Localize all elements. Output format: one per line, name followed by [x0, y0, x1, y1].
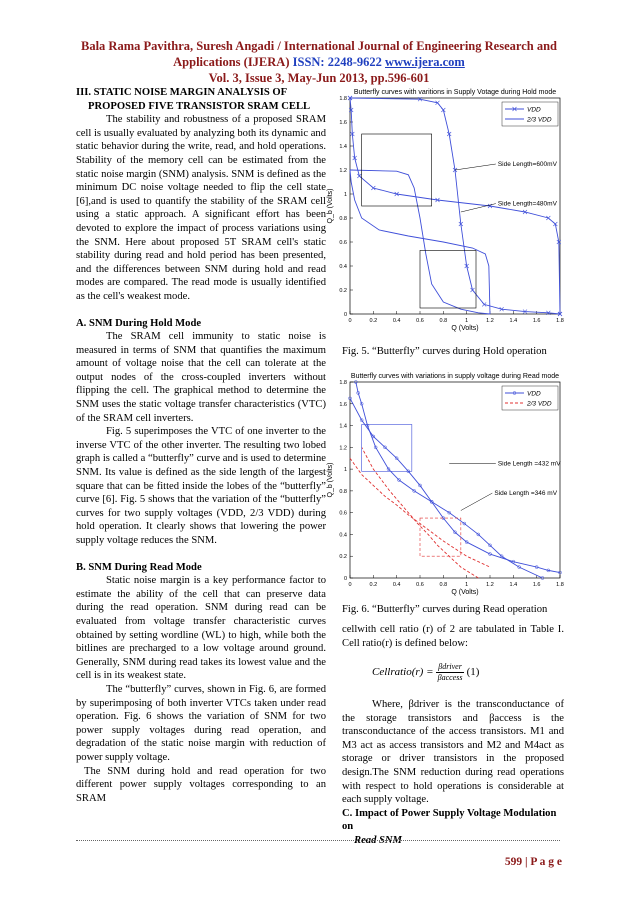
x-tick-label: 1.8: [556, 318, 564, 324]
figure-6-caption: Fig. 6. “Butterfly” curves during Read operation: [342, 604, 548, 615]
journal-link[interactable]: www.ijera.com: [385, 55, 465, 69]
y-tick-label: 1: [343, 192, 347, 198]
y-tick-label: 0.8: [339, 488, 347, 495]
x-tick-label: 1.2: [486, 318, 494, 324]
equation-numerator: βdriver: [438, 662, 462, 671]
y-axis-label: Q_b (Volts): [327, 188, 334, 224]
x-tick-label: 1.6: [532, 318, 541, 324]
right-column-bottom: [342, 698, 564, 848]
x-tick-label: 1.6: [532, 582, 541, 588]
journal-header-line3: Vol. 3, Issue 3, May-Jun 2013, pp.596-601: [208, 71, 430, 85]
paragraph: The SNM during hold and read operation for two different power supply voltages corresponding to an SRAM: [76, 765, 326, 804]
x-tick-label: 0.2: [369, 318, 378, 324]
plot-area: [350, 382, 560, 578]
section-heading-2: PROPOSED FIVE TRANSISTOR SRAM CELL: [88, 100, 311, 112]
legend-label: 2/3 VDD: [527, 116, 552, 124]
equation-number: (1): [466, 666, 480, 679]
figure-5-caption: Fig. 5. “Butterfly” curves during Hold operation: [342, 346, 547, 357]
paragraph: cellwith cell ratio (r) of 2 are tabulated in Table I. Cell ratio(r) is defined below:: [342, 624, 564, 649]
subsection-heading-c-2: Read SNM: [354, 834, 402, 846]
paragraph: The SRAM cell immunity to static noise is measured in terms of SNM that quantifies the maximum amount of voltage noise that the cell can tolerate at the output nodes of the cross-coupled inverters without flipping the cell. The graphical method to determine the SNM uses the static voltage transfer characteristics (VTC) of the SRAM cell inverters.: [76, 331, 326, 424]
x-tick-label: 0.4: [392, 318, 401, 324]
journal-header-line1: Bala Rama Pavithra, Suresh Angadi / International Journal of Engineering Research and: [81, 39, 557, 53]
chart-title: Butterfly curves with variations in supply voltage during Read mode: [350, 373, 560, 380]
subsection-heading-b: B. SNM During Read Mode: [76, 561, 202, 573]
x-tick-label: 1.4: [509, 318, 518, 324]
y-tick-label: 1.4: [339, 144, 347, 150]
subsection-heading-c: C. Impact of Power Supply Voltage Modulation on: [342, 807, 557, 833]
equation-fraction: [436, 662, 464, 683]
journal-header-line2: [0, 54, 638, 70]
x-tick-label: 0.8: [439, 582, 448, 588]
section-heading: III. STATIC NOISE MARGIN ANALYSIS OF: [76, 87, 288, 98]
x-axis-label: Q (Volts): [451, 589, 479, 596]
annotation-label: Side Length =432 mV: [497, 460, 561, 468]
y-tick-label: 1.6: [339, 120, 347, 126]
legend-label: VDD: [527, 106, 541, 114]
legend-label: VDD: [527, 390, 541, 398]
x-tick-label: 1.8: [556, 582, 564, 588]
paragraph: The stability and robustness of a proposed SRAM cell is usually evaluated by analyzing both its dynamic and static behavior during the write, read, and hold operations. Stability of the memory cell can be estimated from the static noise margin (SNM) analysis. SNM is defined as the minimum DC noise voltage needed to flip the cell state [6],and is used to quantify the stability of the SRAM cell using a static approach. A significant effort has been devoted to explore the impact of process variations using the SNM. Here about proposed 5T SRAM cell's static stability during read and hold period has been presented, and the differences between SNM during hold and read modes are compared. The read mode is usually identified as the cell's weakest mode.: [76, 114, 326, 302]
page-number: 599 | P a g e: [504, 856, 562, 868]
equation-1: [372, 662, 479, 683]
y-tick-label: 0: [343, 312, 347, 318]
y-tick-label: 1.2: [339, 168, 347, 174]
x-tick-label: 1: [465, 582, 469, 588]
paragraph: The “butterfly” curves, shown in Fig. 6, are formed by superimposing of both inverter VTCs taken under read operation. Fig. 6 shows the variation of SNM for two power supply voltages during read operation, and degradation of the static noise margin with reduction of power supply voltage.: [76, 683, 326, 763]
y-tick-label: 0.6: [339, 510, 347, 517]
annotation-label: Side Length=600mV: [497, 161, 557, 168]
right-column-top: [342, 623, 564, 650]
y-tick-label: 0.6: [339, 240, 347, 246]
y-tick-label: 0.8: [339, 216, 347, 222]
y-tick-label: 0: [343, 576, 347, 582]
y-tick-label: 1.8: [339, 380, 347, 386]
paragraph: Static noise margin is a key performance factor to estimate the ability of the cell that can preserve data during the read operation. SNM during read can be evaluated from voltage transfer characteristic curves obtained by setting wordline (WL) to high, while both the bitlines are precharged to a low voltage around ground. Generally, SNM during read takes its lowest value and the cell is in its weakest state.: [76, 575, 326, 682]
x-axis-label: Q (Volts): [451, 325, 479, 332]
legend-label: 2/3 VDD: [527, 400, 552, 408]
annotation-label: Side Length=480mV: [497, 200, 557, 208]
subsection-heading-a: A. SNM During Hold Mode: [76, 317, 202, 329]
left-column: [76, 86, 326, 805]
y-tick-label: 1.6: [339, 401, 347, 408]
x-tick-label: 0.6: [416, 582, 424, 588]
issn: ISSN: 2248-9622: [292, 55, 382, 69]
y-tick-label: 1.8: [339, 96, 347, 102]
y-axis-label: Q_b (Volts): [327, 462, 334, 498]
x-tick-label: 0: [348, 318, 352, 324]
x-tick-label: 1: [465, 318, 469, 324]
x-tick-label: 1.4: [509, 582, 518, 588]
figure-5-chart: [328, 86, 566, 340]
y-tick-label: 1.2: [339, 445, 347, 452]
x-tick-label: 0: [348, 582, 352, 588]
equation-lhs: Cellratio(r) =: [372, 666, 434, 679]
y-tick-label: 0.4: [339, 532, 347, 539]
figure-6-chart: [328, 370, 566, 602]
x-tick-label: 1.2: [486, 582, 494, 588]
annotation-label: Side Length =346 mV: [494, 490, 558, 498]
equation-denominator: βaccess: [437, 673, 463, 682]
y-tick-label: 1: [343, 467, 347, 474]
x-tick-label: 0.4: [392, 582, 401, 588]
x-tick-label: 0.8: [439, 318, 448, 324]
y-tick-label: 0.2: [339, 288, 347, 294]
y-tick-label: 0.4: [339, 264, 347, 270]
paragraph: Where, βdriver is the transconductance of the storage transistors and βaccess is the transconductance of the access transistors. M1 and M3 act as access transistors and M2 and M4act as storage or driver transistors in the proposed design.The SNM reduction during read operations with respect to hold operations is considerable at each supply voltage.: [342, 699, 564, 806]
x-tick-label: 0.2: [369, 582, 378, 588]
journal-name: Applications (IJERA): [173, 55, 290, 69]
paragraph: Fig. 5 superimposes the VTC of one inverter to the inverse VTC of the other inverter. The resulting two lobed graph is called a “butterfly” curve and is used to determine SNM. Its value is defined as the side length of the largest square that can be fitted inside the lobes of the “butterfly” curve [6]. Fig. 5 shows that the variation of the “butterfly” curves for two supply voltages (VDD, 2/3 VDD) during hold operation. It clearly shows that lowering the power supply voltage reduces the SNM.: [76, 426, 326, 546]
y-tick-label: 0.2: [339, 554, 347, 561]
x-tick-label: 0.6: [416, 318, 424, 324]
y-tick-label: 1.4: [339, 423, 347, 430]
footer-divider: [76, 840, 560, 841]
chart-title: Butterfly curves with varitions in Supply Votage during Hold mode: [353, 89, 557, 96]
